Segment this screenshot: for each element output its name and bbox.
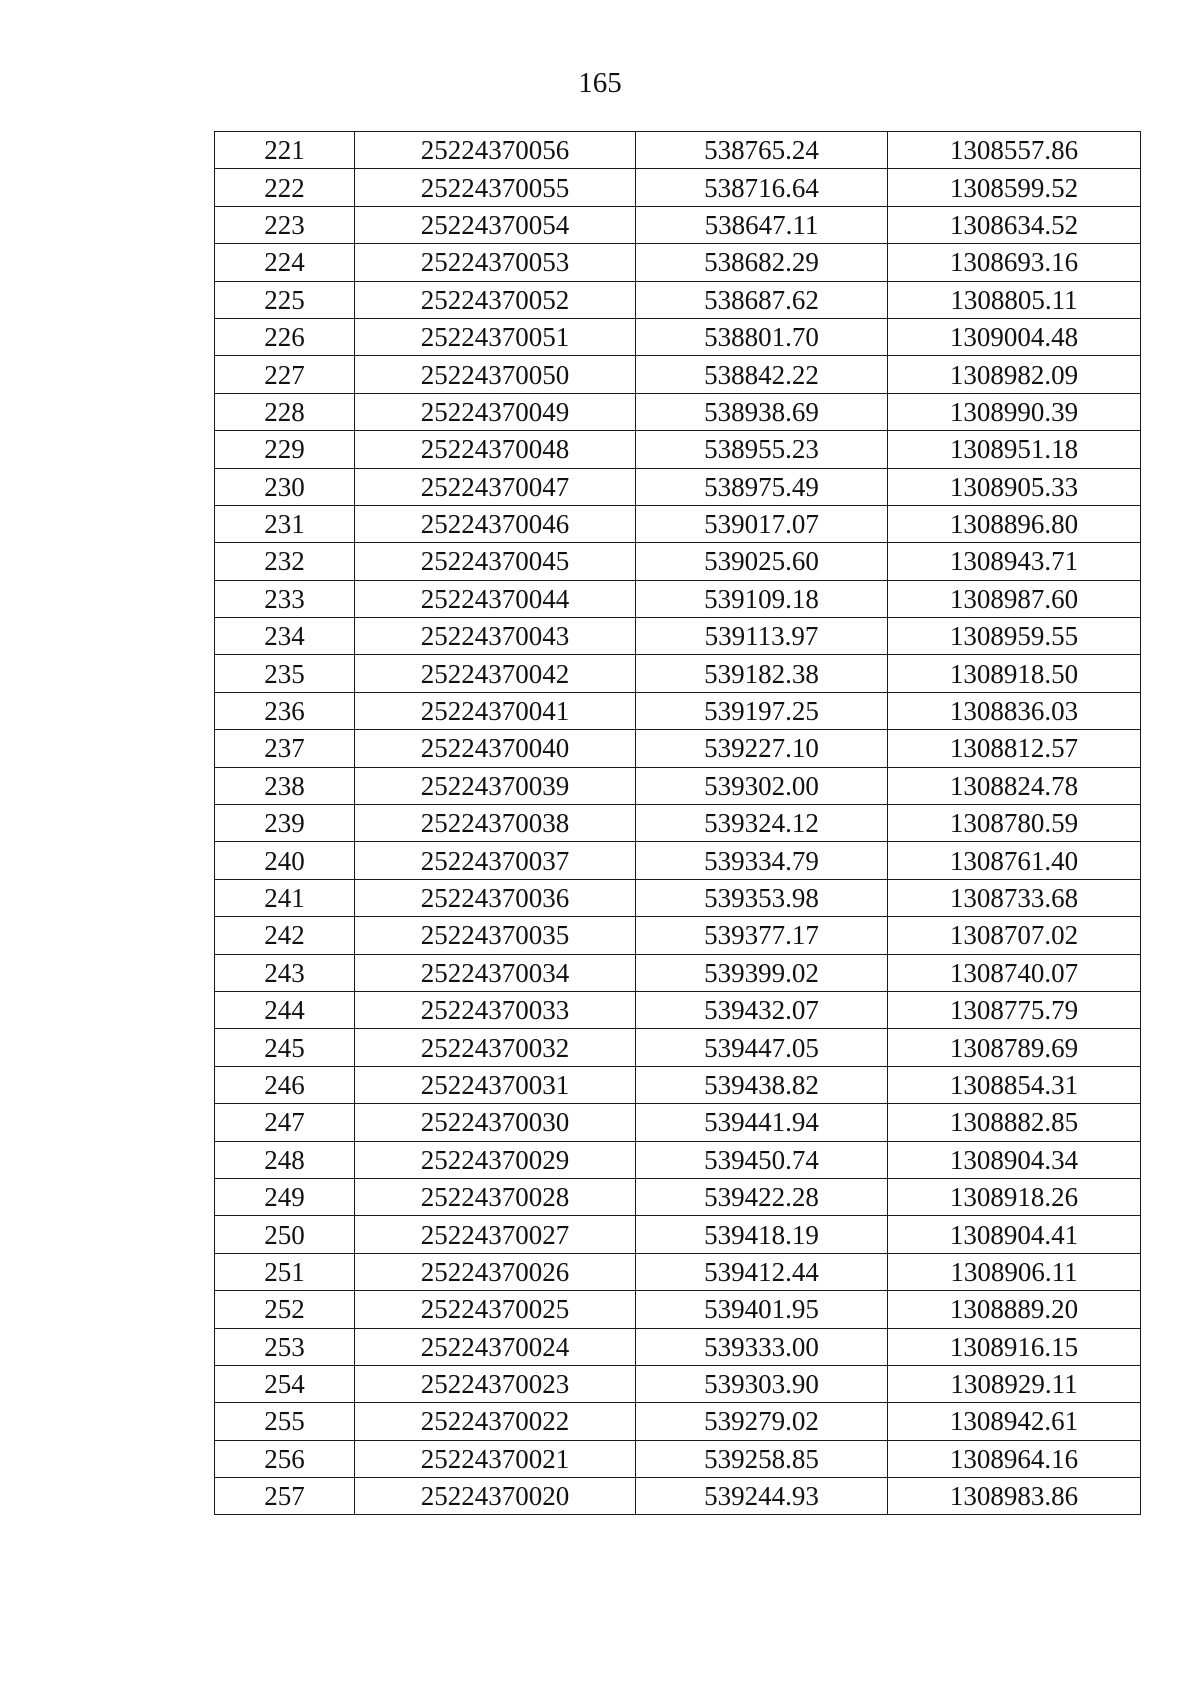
point-id-cell: 25224370049	[355, 393, 636, 430]
table-row	[215, 580, 1141, 617]
table-row	[215, 1403, 1141, 1440]
x-coordinate-cell: 539258.85	[636, 1440, 888, 1477]
row-index-cell: 229	[215, 431, 355, 468]
row-index-cell: 255	[215, 1403, 355, 1440]
row-index-cell: 249	[215, 1178, 355, 1215]
row-index-cell: 248	[215, 1141, 355, 1178]
x-coordinate-cell: 539334.79	[636, 842, 888, 879]
y-coordinate-cell: 1308906.11	[888, 1253, 1141, 1290]
point-id-cell: 25224370037	[355, 842, 636, 879]
coordinates-table	[214, 131, 1141, 1515]
row-index-cell: 236	[215, 692, 355, 729]
table-row	[215, 1478, 1141, 1515]
x-coordinate-cell: 539333.00	[636, 1328, 888, 1365]
y-coordinate-cell: 1308707.02	[888, 917, 1141, 954]
row-index-cell: 241	[215, 879, 355, 916]
point-id-cell: 25224370042	[355, 655, 636, 692]
x-coordinate-cell: 539441.94	[636, 1104, 888, 1141]
table-row	[215, 1178, 1141, 1215]
row-index-cell: 235	[215, 655, 355, 692]
point-id-cell: 25224370021	[355, 1440, 636, 1477]
point-id-cell: 25224370031	[355, 1066, 636, 1103]
page-number: 165	[578, 67, 622, 99]
table-row	[215, 505, 1141, 542]
table-row	[215, 618, 1141, 655]
y-coordinate-cell: 1308943.71	[888, 543, 1141, 580]
table-row	[215, 132, 1141, 169]
point-id-cell: 25224370040	[355, 730, 636, 767]
point-id-cell: 25224370046	[355, 505, 636, 542]
point-id-cell: 25224370052	[355, 281, 636, 318]
y-coordinate-cell: 1308889.20	[888, 1291, 1141, 1328]
row-index-cell: 247	[215, 1104, 355, 1141]
x-coordinate-cell: 538975.49	[636, 468, 888, 505]
table-row	[215, 954, 1141, 991]
y-coordinate-cell: 1308557.86	[888, 132, 1141, 169]
table-row	[215, 1440, 1141, 1477]
y-coordinate-cell: 1308916.15	[888, 1328, 1141, 1365]
point-id-cell: 25224370051	[355, 318, 636, 355]
table-row	[215, 468, 1141, 505]
y-coordinate-cell: 1308983.86	[888, 1478, 1141, 1515]
y-coordinate-cell: 1308882.85	[888, 1104, 1141, 1141]
point-id-cell: 25224370044	[355, 580, 636, 617]
row-index-cell: 242	[215, 917, 355, 954]
row-index-cell: 254	[215, 1365, 355, 1402]
point-id-cell: 25224370036	[355, 879, 636, 916]
y-coordinate-cell: 1308761.40	[888, 842, 1141, 879]
y-coordinate-cell: 1308740.07	[888, 954, 1141, 991]
y-coordinate-cell: 1308904.34	[888, 1141, 1141, 1178]
y-coordinate-cell: 1308918.50	[888, 655, 1141, 692]
x-coordinate-cell: 539025.60	[636, 543, 888, 580]
y-coordinate-cell: 1308896.80	[888, 505, 1141, 542]
x-coordinate-cell: 539412.44	[636, 1253, 888, 1290]
x-coordinate-cell: 538955.23	[636, 431, 888, 468]
point-id-cell: 25224370053	[355, 244, 636, 281]
row-index-cell: 252	[215, 1291, 355, 1328]
row-index-cell: 237	[215, 730, 355, 767]
table-row	[215, 767, 1141, 804]
row-index-cell: 240	[215, 842, 355, 879]
y-coordinate-cell: 1308929.11	[888, 1365, 1141, 1402]
table-row	[215, 991, 1141, 1028]
table-row	[215, 692, 1141, 729]
row-index-cell: 250	[215, 1216, 355, 1253]
x-coordinate-cell: 538687.62	[636, 281, 888, 318]
y-coordinate-cell: 1308693.16	[888, 244, 1141, 281]
point-id-cell: 25224370055	[355, 169, 636, 206]
row-index-cell: 243	[215, 954, 355, 991]
point-id-cell: 25224370029	[355, 1141, 636, 1178]
row-index-cell: 233	[215, 580, 355, 617]
row-index-cell: 253	[215, 1328, 355, 1365]
row-index-cell: 257	[215, 1478, 355, 1515]
point-id-cell: 25224370028	[355, 1178, 636, 1215]
table-row	[215, 1291, 1141, 1328]
point-id-cell: 25224370022	[355, 1403, 636, 1440]
y-coordinate-cell: 1308733.68	[888, 879, 1141, 916]
x-coordinate-cell: 539450.74	[636, 1141, 888, 1178]
point-id-cell: 25224370034	[355, 954, 636, 991]
row-index-cell: 234	[215, 618, 355, 655]
x-coordinate-cell: 539197.25	[636, 692, 888, 729]
x-coordinate-cell: 539401.95	[636, 1291, 888, 1328]
x-coordinate-cell: 539182.38	[636, 655, 888, 692]
point-id-cell: 25224370035	[355, 917, 636, 954]
y-coordinate-cell: 1308964.16	[888, 1440, 1141, 1477]
x-coordinate-cell: 539399.02	[636, 954, 888, 991]
y-coordinate-cell: 1308854.31	[888, 1066, 1141, 1103]
point-id-cell: 25224370054	[355, 206, 636, 243]
table-row	[215, 730, 1141, 767]
table-row	[215, 206, 1141, 243]
row-index-cell: 232	[215, 543, 355, 580]
y-coordinate-cell: 1308634.52	[888, 206, 1141, 243]
table-row	[215, 842, 1141, 879]
x-coordinate-cell: 539438.82	[636, 1066, 888, 1103]
x-coordinate-cell: 538682.29	[636, 244, 888, 281]
y-coordinate-cell: 1308805.11	[888, 281, 1141, 318]
x-coordinate-cell: 539324.12	[636, 805, 888, 842]
x-coordinate-cell: 539279.02	[636, 1403, 888, 1440]
x-coordinate-cell: 539418.19	[636, 1216, 888, 1253]
point-id-cell: 25224370027	[355, 1216, 636, 1253]
table-row	[215, 1328, 1141, 1365]
table-row	[215, 655, 1141, 692]
x-coordinate-cell: 538647.11	[636, 206, 888, 243]
x-coordinate-cell: 538842.22	[636, 356, 888, 393]
x-coordinate-cell: 539447.05	[636, 1029, 888, 1066]
table-row	[215, 1216, 1141, 1253]
table-row	[215, 431, 1141, 468]
table-row	[215, 281, 1141, 318]
x-coordinate-cell: 539302.00	[636, 767, 888, 804]
point-id-cell: 25224370026	[355, 1253, 636, 1290]
table-row	[215, 169, 1141, 206]
row-index-cell: 227	[215, 356, 355, 393]
y-coordinate-cell: 1308990.39	[888, 393, 1141, 430]
table-row	[215, 1104, 1141, 1141]
y-coordinate-cell: 1308942.61	[888, 1403, 1141, 1440]
y-coordinate-cell: 1309004.48	[888, 318, 1141, 355]
table-row	[215, 356, 1141, 393]
point-id-cell: 25224370041	[355, 692, 636, 729]
point-id-cell: 25224370039	[355, 767, 636, 804]
y-coordinate-cell: 1308780.59	[888, 805, 1141, 842]
table-row	[215, 543, 1141, 580]
y-coordinate-cell: 1308918.26	[888, 1178, 1141, 1215]
y-coordinate-cell: 1308775.79	[888, 991, 1141, 1028]
point-id-cell: 25224370047	[355, 468, 636, 505]
x-coordinate-cell: 539017.07	[636, 505, 888, 542]
x-coordinate-cell: 538801.70	[636, 318, 888, 355]
table-row	[215, 1141, 1141, 1178]
y-coordinate-cell: 1308987.60	[888, 580, 1141, 617]
table-row	[215, 393, 1141, 430]
y-coordinate-cell: 1308789.69	[888, 1029, 1141, 1066]
row-index-cell: 222	[215, 169, 355, 206]
x-coordinate-cell: 538765.24	[636, 132, 888, 169]
point-id-cell: 25224370032	[355, 1029, 636, 1066]
y-coordinate-cell: 1308904.41	[888, 1216, 1141, 1253]
coordinates-table-body	[215, 132, 1141, 1515]
point-id-cell: 25224370043	[355, 618, 636, 655]
x-coordinate-cell: 539432.07	[636, 991, 888, 1028]
x-coordinate-cell: 539303.90	[636, 1365, 888, 1402]
x-coordinate-cell: 538938.69	[636, 393, 888, 430]
point-id-cell: 25224370023	[355, 1365, 636, 1402]
y-coordinate-cell: 1308951.18	[888, 431, 1141, 468]
row-index-cell: 239	[215, 805, 355, 842]
row-index-cell: 238	[215, 767, 355, 804]
x-coordinate-cell: 539113.97	[636, 618, 888, 655]
point-id-cell: 25224370024	[355, 1328, 636, 1365]
point-id-cell: 25224370048	[355, 431, 636, 468]
table-row	[215, 318, 1141, 355]
table-row	[215, 244, 1141, 281]
point-id-cell: 25224370050	[355, 356, 636, 393]
x-coordinate-cell: 539377.17	[636, 917, 888, 954]
point-id-cell: 25224370045	[355, 543, 636, 580]
table-row	[215, 1365, 1141, 1402]
y-coordinate-cell: 1308959.55	[888, 618, 1141, 655]
point-id-cell: 25224370025	[355, 1291, 636, 1328]
row-index-cell: 225	[215, 281, 355, 318]
y-coordinate-cell: 1308812.57	[888, 730, 1141, 767]
table-row	[215, 1029, 1141, 1066]
row-index-cell: 226	[215, 318, 355, 355]
x-coordinate-cell: 538716.64	[636, 169, 888, 206]
row-index-cell: 230	[215, 468, 355, 505]
point-id-cell: 25224370030	[355, 1104, 636, 1141]
row-index-cell: 256	[215, 1440, 355, 1477]
y-coordinate-cell: 1308982.09	[888, 356, 1141, 393]
row-index-cell: 228	[215, 393, 355, 430]
row-index-cell: 251	[215, 1253, 355, 1290]
y-coordinate-cell: 1308905.33	[888, 468, 1141, 505]
point-id-cell: 25224370056	[355, 132, 636, 169]
table-row	[215, 917, 1141, 954]
row-index-cell: 224	[215, 244, 355, 281]
point-id-cell: 25224370020	[355, 1478, 636, 1515]
table-row	[215, 1253, 1141, 1290]
x-coordinate-cell: 539227.10	[636, 730, 888, 767]
table-row	[215, 879, 1141, 916]
x-coordinate-cell: 539353.98	[636, 879, 888, 916]
y-coordinate-cell: 1308824.78	[888, 767, 1141, 804]
row-index-cell: 223	[215, 206, 355, 243]
x-coordinate-cell: 539422.28	[636, 1178, 888, 1215]
point-id-cell: 25224370033	[355, 991, 636, 1028]
table-row	[215, 1066, 1141, 1103]
table-row	[215, 805, 1141, 842]
x-coordinate-cell: 539244.93	[636, 1478, 888, 1515]
y-coordinate-cell: 1308836.03	[888, 692, 1141, 729]
y-coordinate-cell: 1308599.52	[888, 169, 1141, 206]
x-coordinate-cell: 539109.18	[636, 580, 888, 617]
row-index-cell: 246	[215, 1066, 355, 1103]
row-index-cell: 245	[215, 1029, 355, 1066]
row-index-cell: 221	[215, 132, 355, 169]
row-index-cell: 231	[215, 505, 355, 542]
row-index-cell: 244	[215, 991, 355, 1028]
point-id-cell: 25224370038	[355, 805, 636, 842]
